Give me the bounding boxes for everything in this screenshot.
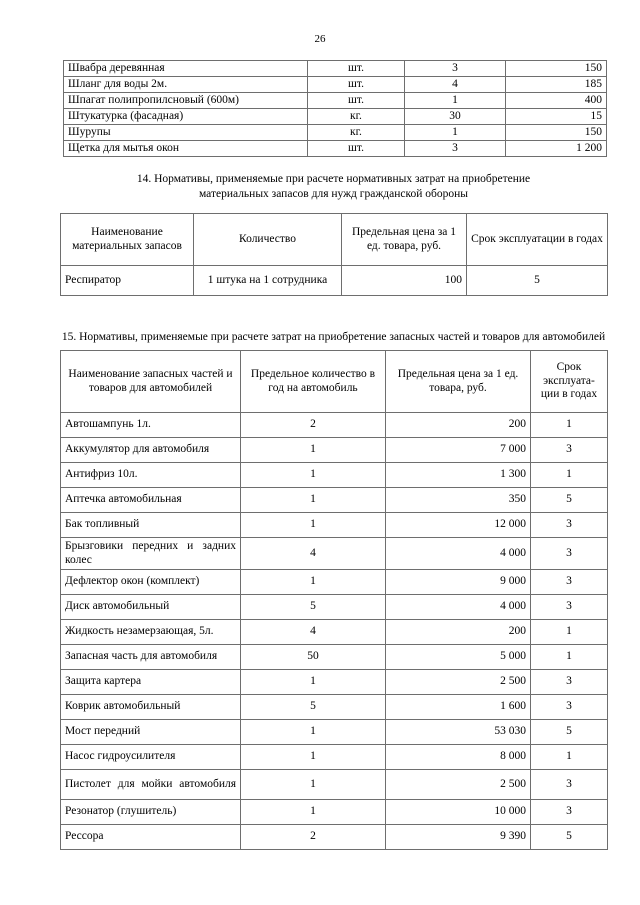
header-name: Наименование материальных запасов <box>61 214 194 266</box>
spare-parts-table-head <box>61 351 608 413</box>
table-row <box>61 438 608 463</box>
section-heading-15 <box>60 330 607 345</box>
header-life: Срок эксплуатации в годах <box>467 214 608 266</box>
cell-name: Щетка для мытья окон <box>64 141 308 157</box>
cell-qty: 1 <box>241 720 386 745</box>
cell-name: Шланг для воды 2м. <box>64 77 308 93</box>
heading-15-line-1: 15. Нормативы, применяемые при расчете затрат на приобретение запасных частей и товаров для <box>61 331 540 343</box>
cell-name: Рессора <box>61 825 241 850</box>
cell-qty: 1 <box>241 513 386 538</box>
cell-unit: шт. <box>308 77 405 93</box>
cell-price: 12 000 <box>386 513 531 538</box>
cell-life: 1 <box>531 620 608 645</box>
cell-life: 5 <box>467 266 608 296</box>
section-heading-14 <box>60 172 607 202</box>
cell-price: 150 <box>506 61 607 77</box>
cell-name: Аккумулятор для автомобиля <box>61 438 241 463</box>
table-row <box>61 513 608 538</box>
cell-life: 3 <box>531 438 608 463</box>
cell-name: Бак топливный <box>61 513 241 538</box>
header-qty: Количество <box>194 214 342 266</box>
cell-price: 185 <box>506 77 607 93</box>
cell-price: 53 030 <box>386 720 531 745</box>
cell-qty: 1 <box>241 463 386 488</box>
cell-qty: 1 штука на 1 сотрудника <box>194 266 342 296</box>
cell-name: Резонатор (глушитель) <box>61 800 241 825</box>
table-row <box>64 141 607 157</box>
cell-life: 5 <box>531 825 608 850</box>
materials-table-body <box>64 61 607 157</box>
cell-qty: 1 <box>241 745 386 770</box>
cell-life: 3 <box>531 513 608 538</box>
table-row <box>61 770 608 800</box>
cell-life: 1 <box>531 745 608 770</box>
cell-qty: 5 <box>241 695 386 720</box>
cell-price: 2 500 <box>386 670 531 695</box>
cell-price: 350 <box>386 488 531 513</box>
table-row <box>61 570 608 595</box>
cell-qty: 2 <box>241 825 386 850</box>
cell-name: Автошампунь 1л. <box>61 413 241 438</box>
cell-price: 200 <box>386 620 531 645</box>
cell-name: Диск автомобильный <box>61 595 241 620</box>
cell-qty: 1 <box>241 488 386 513</box>
cell-name: Аптечка автомобильная <box>61 488 241 513</box>
table-header-row <box>61 351 608 413</box>
table-row <box>61 800 608 825</box>
cell-name: Защита картера <box>61 670 241 695</box>
materials-table <box>63 60 607 157</box>
cell-qty: 30 <box>405 109 506 125</box>
table-row <box>64 93 607 109</box>
table-row <box>64 77 607 93</box>
cell-life: 1 <box>531 645 608 670</box>
heading-14-line-2: материальных запасов для нужд гражданской обороны <box>198 188 469 200</box>
table-row <box>61 488 608 513</box>
header-price: Предельная цена за 1 ед. товара, руб. <box>342 214 467 266</box>
table-row <box>61 413 608 438</box>
cell-life: 3 <box>531 695 608 720</box>
header-price: Предельная цена за 1 ед. товара, руб. <box>386 351 531 413</box>
table-row <box>61 266 608 296</box>
cell-unit: шт. <box>308 61 405 77</box>
table-row <box>61 595 608 620</box>
header-life: Срок эксплуата-ции в годах <box>531 351 608 413</box>
cell-name: Брызговики передних и задних колес <box>61 538 241 570</box>
cell-qty: 1 <box>241 670 386 695</box>
cell-qty: 1 <box>241 438 386 463</box>
heading-14-line-1: 14. Нормативы, применяемые при расчете нормативных затрат на приобретение <box>136 173 531 185</box>
cell-price: 8 000 <box>386 745 531 770</box>
cell-price: 2 500 <box>386 770 531 800</box>
table-row <box>64 61 607 77</box>
cell-price: 1 600 <box>386 695 531 720</box>
cell-life: 3 <box>531 538 608 570</box>
table-row <box>61 745 608 770</box>
cell-life: 3 <box>531 595 608 620</box>
table-row <box>61 620 608 645</box>
cell-qty: 3 <box>405 141 506 157</box>
cell-life: 3 <box>531 570 608 595</box>
cell-unit: кг. <box>308 109 405 125</box>
cell-name: Мост передний <box>61 720 241 745</box>
cell-qty: 1 <box>241 800 386 825</box>
cell-life: 1 <box>531 463 608 488</box>
table-row <box>61 670 608 695</box>
cell-name: Шурупы <box>64 125 308 141</box>
civil-defense-table-body <box>61 266 608 296</box>
table-row <box>61 720 608 745</box>
cell-name: Запасная часть для автомобиля <box>61 645 241 670</box>
header-qty: Предельное количество в год на автомобиль <box>241 351 386 413</box>
header-name: Наименование запасных частей и товаров для автомобилей <box>61 351 241 413</box>
cell-unit: шт. <box>308 141 405 157</box>
cell-qty: 1 <box>241 570 386 595</box>
spare-parts-table-body <box>61 413 608 850</box>
heading-15-line-2: автомобилей <box>542 331 606 343</box>
cell-price: 200 <box>386 413 531 438</box>
cell-name: Шпагат полипропилсновый (600м) <box>64 93 308 109</box>
table-row <box>61 645 608 670</box>
cell-price: 5 000 <box>386 645 531 670</box>
cell-name: Жидкость незамерзающая, 5л. <box>61 620 241 645</box>
cell-price: 9 390 <box>386 825 531 850</box>
cell-qty: 5 <box>241 595 386 620</box>
cell-name: Насос гидроусилителя <box>61 745 241 770</box>
table-row <box>61 695 608 720</box>
cell-price: 400 <box>506 93 607 109</box>
cell-qty: 1 <box>241 770 386 800</box>
cell-qty: 1 <box>405 125 506 141</box>
cell-price: 1 300 <box>386 463 531 488</box>
cell-qty: 3 <box>405 61 506 77</box>
table-row <box>61 538 608 570</box>
cell-name: Дефлектор окон (комплект) <box>61 570 241 595</box>
cell-unit: кг. <box>308 125 405 141</box>
cell-name: Антифриз 10л. <box>61 463 241 488</box>
cell-price: 10 000 <box>386 800 531 825</box>
cell-price: 100 <box>342 266 467 296</box>
table-header-row <box>61 214 608 266</box>
cell-life: 3 <box>531 670 608 695</box>
cell-life: 1 <box>531 413 608 438</box>
cell-qty: 4 <box>405 77 506 93</box>
cell-life: 3 <box>531 770 608 800</box>
cell-name: Коврик автомобильный <box>61 695 241 720</box>
page-number: 26 <box>314 33 326 45</box>
table-row <box>64 109 607 125</box>
cell-unit: шт. <box>308 93 405 109</box>
cell-qty: 4 <box>241 620 386 645</box>
spare-parts-table <box>60 350 608 850</box>
cell-price: 4 000 <box>386 538 531 570</box>
cell-name: Пистолет для мойки автомобиля <box>61 770 241 800</box>
cell-life: 3 <box>531 800 608 825</box>
cell-price: 9 000 <box>386 570 531 595</box>
cell-price: 4 000 <box>386 595 531 620</box>
cell-name: Штукатурка (фасадная) <box>64 109 308 125</box>
cell-name: Швабра деревянная <box>64 61 308 77</box>
cell-price: 7 000 <box>386 438 531 463</box>
table-row <box>61 825 608 850</box>
cell-life: 5 <box>531 720 608 745</box>
table-row <box>61 463 608 488</box>
cell-life: 5 <box>531 488 608 513</box>
cell-qty: 4 <box>241 538 386 570</box>
civil-defense-table-head <box>61 214 608 266</box>
civil-defense-table <box>60 213 608 296</box>
cell-qty: 50 <box>241 645 386 670</box>
cell-price: 1 200 <box>506 141 607 157</box>
cell-name: Респиратор <box>61 266 194 296</box>
cell-price: 15 <box>506 109 607 125</box>
table-row <box>64 125 607 141</box>
cell-qty: 1 <box>405 93 506 109</box>
cell-qty: 2 <box>241 413 386 438</box>
cell-price: 150 <box>506 125 607 141</box>
